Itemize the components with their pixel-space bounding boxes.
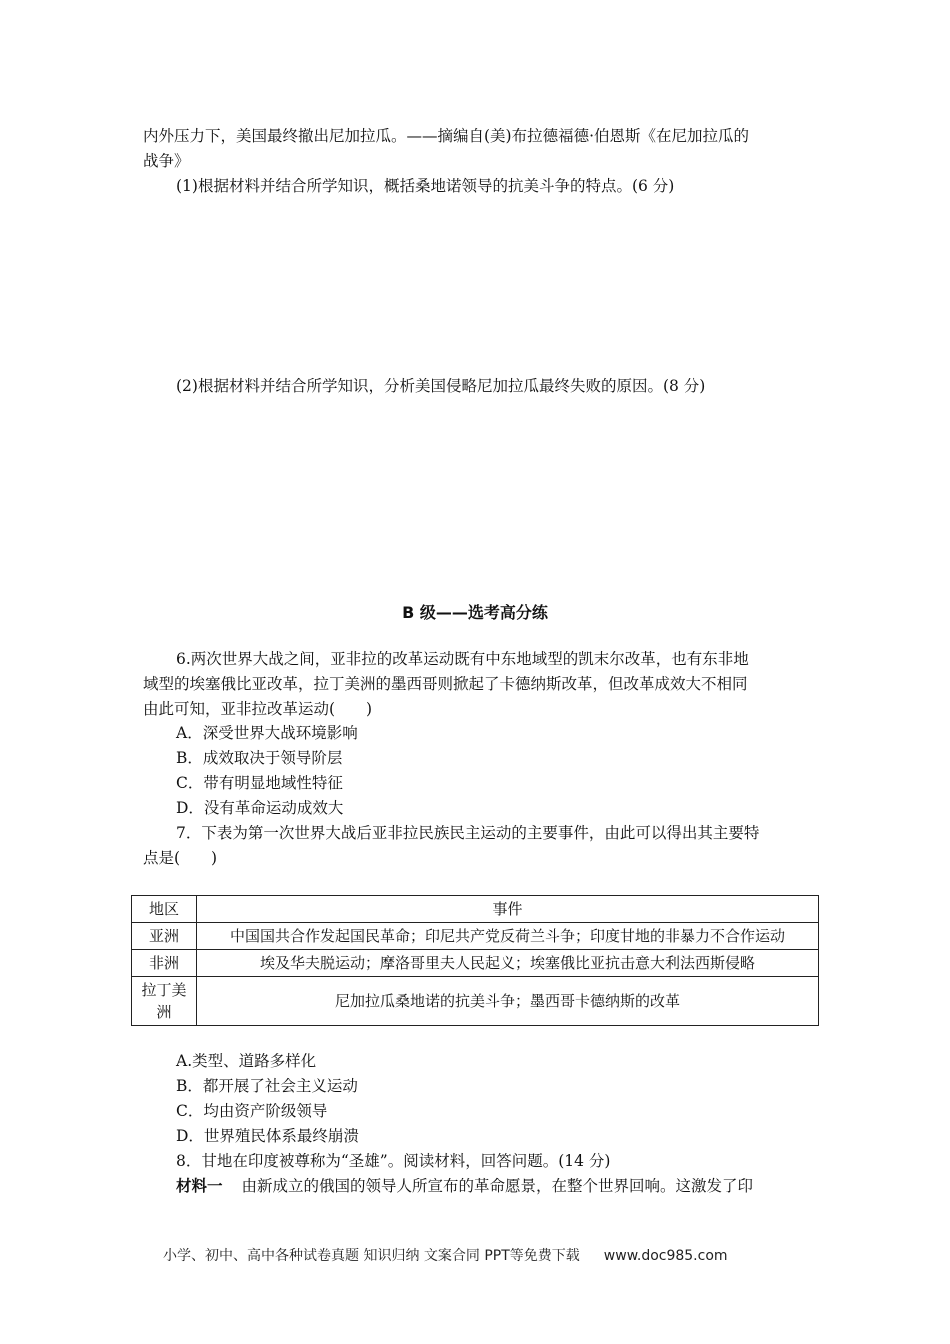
events-table xyxy=(131,895,819,1026)
table-row xyxy=(132,977,819,1026)
table-header-row xyxy=(132,896,819,923)
table-row xyxy=(132,950,819,977)
question-5-1: (1)根据材料并结合所学知识，概括桑地诺领导的抗美斗争的特点。(6 分) xyxy=(176,177,675,195)
option-7a: A.类型、道路多样化 xyxy=(176,1052,317,1070)
option-6a: A．深受世界大战环境影响 xyxy=(176,724,358,742)
page-footer xyxy=(163,1245,843,1265)
region-cell: 拉丁美洲 xyxy=(132,977,197,1026)
events-cell: 中国国共合作发起国民革命；印尼共产党反荷兰斗争；印度甘地的非暴力不合作运动 xyxy=(197,923,819,950)
table-row xyxy=(132,923,819,950)
material-label: 材料一 xyxy=(176,1176,223,1195)
question-7-stem-end: 点是( ) xyxy=(143,849,218,867)
question-8-material xyxy=(176,1175,856,1197)
section-title: B 级——选考高分练 xyxy=(402,603,548,622)
material-source-line: 战争》 xyxy=(143,152,190,170)
option-6c: C．带有明显地域性特征 xyxy=(176,774,343,792)
option-7c: C．均由资产阶级领导 xyxy=(176,1102,328,1120)
events-cell: 埃及华夫脱运动；摩洛哥里夫人民起义；埃塞俄比亚抗击意大利法西斯侵略 xyxy=(197,950,819,977)
question-6-stem-end: 由此可知，亚非拉改革运动( ) xyxy=(143,700,373,718)
material-text: 由新成立的俄国的领导人所宣布的革命愿景，在整个世界回响。这激发了印 xyxy=(241,1177,753,1195)
header-events: 事件 xyxy=(197,896,819,923)
events-cell: 尼加拉瓜桑地诺的抗美斗争；墨西哥卡德纳斯的改革 xyxy=(197,977,819,1026)
question-6-stem-cont: 域型的埃塞俄比亚改革，拉丁美洲的墨西哥则掀起了卡德纳斯改革，但改革成效大不相同 xyxy=(143,675,748,693)
question-6-stem: 6.两次世界大战之间，亚非拉的改革运动既有中东地域型的凯末尔改革，也有东非地 xyxy=(176,650,749,668)
material-text-line: 内外压力下，美国最终撤出尼加拉瓜。——摘编自(美)布拉德福德·伯恩斯《在尼加拉瓜的 xyxy=(143,127,750,145)
footer-text: 小学、初中、高中各种试卷真题 知识归纳 文案合同 PPT等免费下载 xyxy=(163,1248,580,1264)
question-7-stem: 7．下表为第一次世界大战后亚非拉民族民主运动的主要事件，由此可以得出其主要特 xyxy=(176,824,760,842)
region-cell: 亚洲 xyxy=(132,923,197,950)
header-region: 地区 xyxy=(132,896,197,923)
question-5-2: (2)根据材料并结合所学知识，分析美国侵略尼加拉瓜最终失败的原因。(8 分) xyxy=(176,377,706,395)
footer-site-link[interactable]: www.doc985.com xyxy=(603,1248,728,1264)
option-7d: D．世界殖民体系最终崩溃 xyxy=(176,1127,359,1145)
option-6b: B．成效取决于领导阶层 xyxy=(176,749,343,767)
option-6d: D．没有革命运动成效大 xyxy=(176,799,344,817)
option-7b: B．都开展了社会主义运动 xyxy=(176,1077,358,1095)
question-8-stem: 8．甘地在印度被尊称为“圣雄”。阅读材料，回答问题。(14 分) xyxy=(176,1152,611,1170)
region-cell: 非洲 xyxy=(132,950,197,977)
